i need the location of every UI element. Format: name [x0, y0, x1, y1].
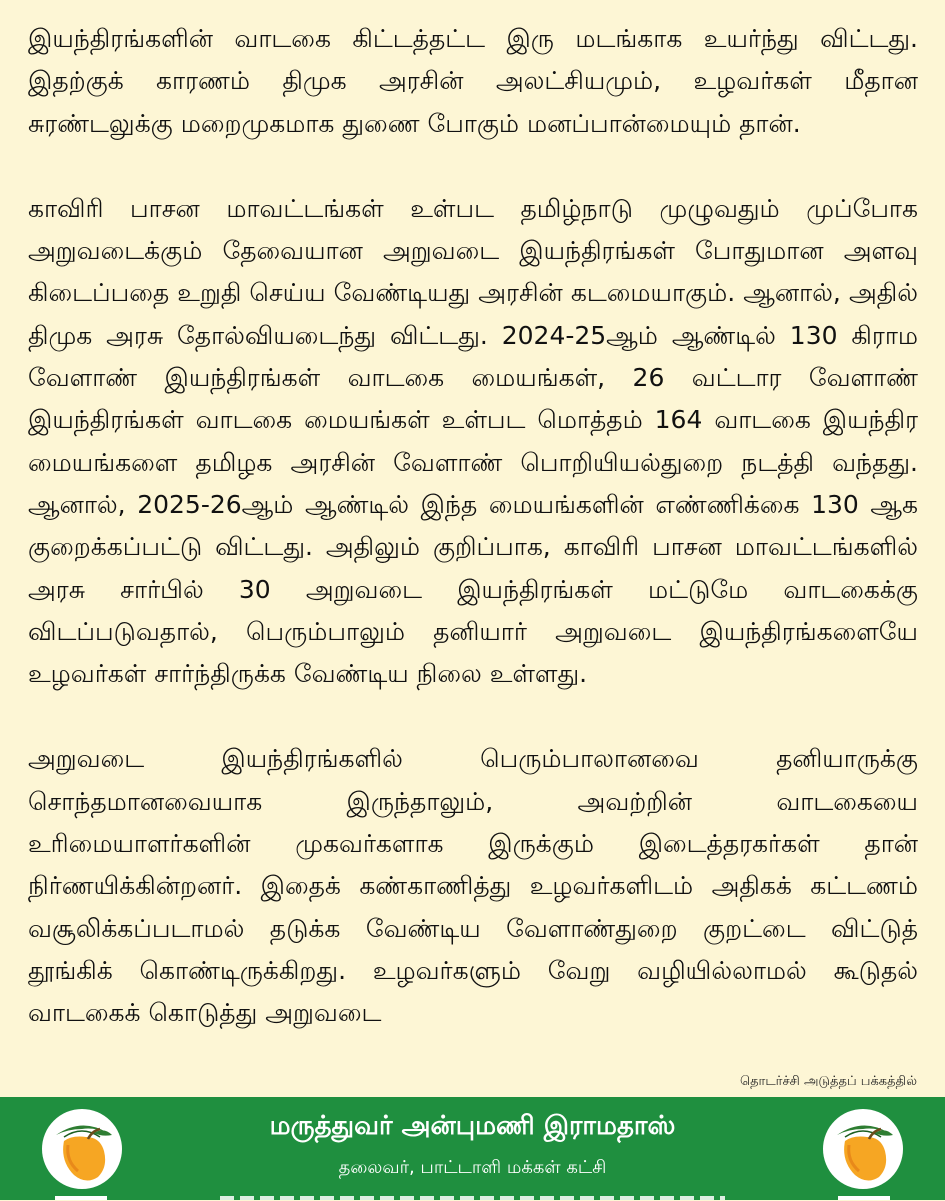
paragraph-3: அறுவடை இயந்திரங்களில் பெரும்பாலானவை தனியாருக்கு சொந்தமானவையாக இருந்தாலும், அவற்றின் வாடகையை உரிமையாளர்களின் முகவர்களாக இருக்கும் இடைத்தரகர்கள் தான் நிர்ணயிக்கின்றனர். இதைக் கண்காணித்து உழவர்களிடம் அதிகக் கட்டணம் வசூலிக்கப்படாமல் தடுக்க வேண்டிய வேளாண்துறை குறட்டை விட்டுத் தூங்கிக் கொண்டிருக்கிறது. உழவர்களும் வேறு வழியில்லாமல் கூடுதல் வாடகைக் கொடுத்து அறுவடை: [28, 744, 918, 1028]
footer-underline-center: [220, 1196, 725, 1200]
footer-underline-left: [55, 1196, 107, 1200]
mango-emblem-icon: [815, 1105, 911, 1197]
article-body: [28, 18, 918, 1078]
paragraph-2: காவிரி பாசன மாவட்டங்கள் உள்பட தமிழ்நாடு முழுவதும் முப்போக அறுவடைக்கும் தேவையான அறுவடை இயந்திரங்கள் போதுமான அளவு கிடைப்பதை உறுதி செய்ய வேண்டியது அரசின் கடமையாகும். ஆனால், அதில் திமுக அரசு தோல்வியடைந்து விட்டது. 2024-25ஆம் ஆண்டில் 130 கிராம வேளாண் இயந்திரங்கள் வாடகை மையங்கள், 26 வட்டார வேளாண் இயந்திரங்கள் வாடகை மையங்கள் உள்பட மொத்தம் 164 வாடகை இயந்திர மையங்களை தமிழக அரசின் வேளாண் பொறியியல்துறை நடத்தி வந்தது. ஆனால், 2025-26ஆம் ஆண்டில் இந்த மையங்களின் எண்ணிக்கை 130 ஆக குறைக்கப்பட்டு விட்டது. அதிலும் குறிப்பாக, காவிரி பாசன மாவட்டங்களில் அரசு சார்பில் 30 அறுவடை இயந்திரங்கள் மட்டுமே வாடகைக்கு விடப்படுவதால், பெரும்பாலும் தனியார் அறுவடை இயந்திரங்களையே உழவர்கள் சார்ந்திருக்க வேண்டிய நிலை உள்ளது.: [28, 193, 918, 689]
leader-name: மருத்துவர் அன்புமணி இராமதாஸ்: [269, 1111, 676, 1141]
footer-underline-right: [838, 1196, 890, 1200]
leader-role: தலைவர், பாட்டாளி மக்கள் கட்சி: [338, 1157, 607, 1178]
paragraph-1: இயந்திரங்களின் வாடகை கிட்டத்தட்ட இரு மடங்காக உயர்ந்து விட்டது. இதற்குக் காரணம் திமுக அரசின் அலட்சியமும், உழவர்கள் மீதான சுரண்டலுக்கு மறைமுகமாக துணை போகும் மனப்பான்மையும் தான்.: [28, 24, 918, 138]
footer-banner: [0, 1097, 945, 1200]
continued-note: தொடர்ச்சி அடுத்தப் பக்கத்தில்: [739, 1074, 917, 1089]
